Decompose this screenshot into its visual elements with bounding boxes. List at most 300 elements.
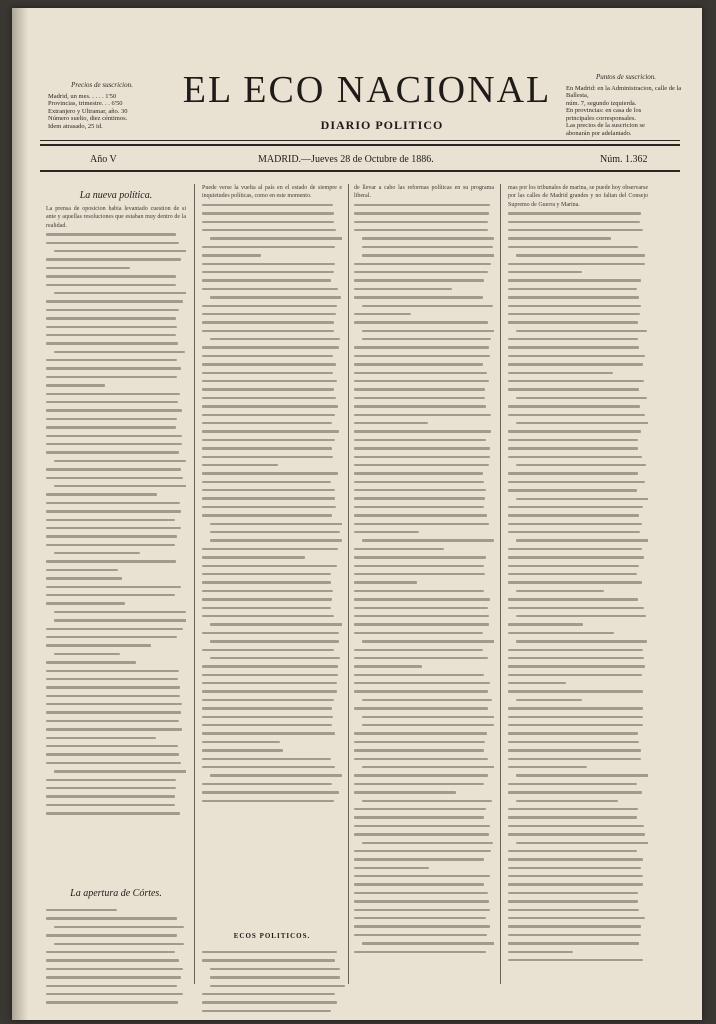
text-line: [202, 998, 342, 1006]
article-title: ECOS POLITICOS.: [233, 932, 311, 940]
text-line: [354, 805, 494, 813]
text-line: [202, 587, 342, 595]
text-line: [354, 486, 494, 494]
text-line: [46, 608, 186, 616]
text-line: [354, 293, 494, 301]
text-line: [46, 524, 186, 532]
text-line: [46, 549, 186, 557]
text-line: [354, 260, 494, 268]
text-line: [508, 713, 648, 721]
text-line: [508, 595, 648, 603]
text-line: [508, 352, 648, 360]
text-line: [508, 243, 648, 251]
text-line: [202, 260, 342, 268]
text-line: [354, 889, 494, 897]
text-line: [508, 948, 648, 956]
text-line: [202, 285, 342, 293]
text-line: [508, 587, 648, 595]
text-line: [508, 486, 648, 494]
text-line: [202, 469, 342, 477]
text-line: [202, 746, 342, 754]
text-line: [46, 314, 186, 322]
text-line: [202, 620, 342, 628]
text-line: [46, 230, 186, 238]
text-line: [354, 763, 494, 771]
text-line: [46, 923, 186, 931]
text-block: [354, 201, 494, 984]
ads-line: principales corresponsales.: [566, 114, 637, 122]
text-line: [508, 394, 648, 402]
text-line: [202, 218, 342, 226]
text-line: [46, 650, 186, 658]
text-line: [508, 830, 648, 838]
text-line: [202, 327, 342, 335]
text-line: [354, 713, 494, 721]
ads-line: En provincias: en casa de los: [566, 107, 642, 114]
text-line: [46, 373, 186, 381]
text-line: [354, 369, 494, 377]
text-line: [354, 872, 494, 880]
subscription-line: Provincias, trimestre. . . 6'50: [48, 100, 123, 107]
text-line: [508, 889, 648, 897]
text-line: [508, 453, 648, 461]
text-line: [508, 788, 648, 796]
text-line: [508, 847, 648, 855]
text-line: [508, 360, 648, 368]
text-line: [46, 990, 186, 998]
text-line: [354, 830, 494, 838]
dateline-rule: [40, 170, 680, 172]
text-line: [354, 494, 494, 502]
text-line: [46, 700, 186, 708]
text-line: [46, 348, 186, 356]
text-line: [354, 528, 494, 536]
text-line: [508, 629, 648, 637]
text-line: [354, 788, 494, 796]
text-line: [202, 352, 342, 360]
article-title: La apertura de Córtes.: [70, 888, 162, 899]
text-block: [46, 906, 186, 1006]
text-line: [508, 511, 648, 519]
text-line: [202, 453, 342, 461]
text-line: [354, 721, 494, 729]
text-line: [508, 654, 648, 662]
text-line: [508, 285, 648, 293]
text-line: [508, 444, 648, 452]
text-line: [46, 599, 186, 607]
text-line: [354, 402, 494, 410]
text-line: [202, 528, 342, 536]
text-line: [354, 595, 494, 603]
text-line: [508, 780, 648, 788]
text-line: [202, 520, 342, 528]
text-line: [46, 566, 186, 574]
text-line: [46, 574, 186, 582]
text-line: [354, 360, 494, 368]
text-line: [202, 780, 342, 788]
subscription-line: Número suelto, diez céntimos.: [48, 115, 128, 122]
text-line: [354, 268, 494, 276]
text-line: [354, 201, 494, 209]
text-line: [202, 427, 342, 435]
text-line: [508, 251, 648, 259]
text-line: [46, 339, 186, 347]
text-line: [202, 394, 342, 402]
text-line: [46, 767, 186, 775]
text-line: [46, 583, 186, 591]
text-line: [202, 419, 342, 427]
text-line: [46, 247, 186, 255]
text-line: [202, 360, 342, 368]
text-line: [202, 494, 342, 502]
text-line: [202, 721, 342, 729]
column-4: [508, 184, 648, 984]
text-line: [354, 427, 494, 435]
ads-line: En Madrid: en la Administracion, calle de la Ballesta,: [566, 84, 682, 99]
text-line: [202, 310, 342, 318]
text-line: [508, 637, 648, 645]
text-line: [354, 755, 494, 763]
text-line: [508, 385, 648, 393]
text-line: [46, 490, 186, 498]
text-line: [354, 335, 494, 343]
text-line: [508, 276, 648, 284]
text-line: [46, 776, 186, 784]
subscription-box: [48, 82, 156, 130]
text-line: [354, 578, 494, 586]
text-line: [354, 880, 494, 888]
text-line: [354, 646, 494, 654]
article-title: La nueva política.: [79, 190, 153, 201]
text-line: [46, 406, 186, 414]
subscription-line: Idem atrasado, 25 id.: [48, 122, 103, 130]
text-line: [354, 847, 494, 855]
text-line: [202, 461, 342, 469]
text-line: [354, 469, 494, 477]
text-line: [354, 343, 494, 351]
text-line: [354, 285, 494, 293]
text-line: [508, 436, 648, 444]
text-line: [508, 293, 648, 301]
text-line: [202, 755, 342, 763]
text-line: [202, 411, 342, 419]
text-line: [46, 759, 186, 767]
text-block: [202, 948, 342, 1014]
text-line: [46, 516, 186, 524]
text-line: [508, 797, 648, 805]
text-line: [46, 742, 186, 750]
issue-number: Núm. 1.362: [600, 154, 648, 165]
text-line: [354, 822, 494, 830]
text-line: [46, 641, 186, 649]
text-line: [354, 662, 494, 670]
text-line: [508, 578, 648, 586]
text-line: [354, 251, 494, 259]
text-line: [202, 302, 342, 310]
volume-label: Año V: [90, 154, 117, 165]
text-line: [508, 327, 648, 335]
ads-line: Las precios de la suscricion se: [566, 122, 645, 129]
text-line: [46, 973, 186, 981]
ads-box: [566, 74, 686, 137]
text-line: [202, 679, 342, 687]
text-line: [508, 218, 648, 226]
text-line: [354, 461, 494, 469]
text-line: [202, 385, 342, 393]
text-line: [202, 788, 342, 796]
text-line: [202, 369, 342, 377]
text-line: [354, 536, 494, 544]
text-line: [508, 427, 648, 435]
text-line: [202, 209, 342, 217]
text-line: [46, 331, 186, 339]
text-line: [508, 721, 648, 729]
text-line: [46, 381, 186, 389]
text-line: [354, 922, 494, 930]
text-line: [508, 679, 648, 687]
text-line: [508, 545, 648, 553]
text-line: [202, 612, 342, 620]
text-line: [202, 973, 342, 981]
text-line: [202, 948, 342, 956]
text-line: [508, 461, 648, 469]
newspaper-page: [12, 8, 702, 1020]
text-line: [354, 545, 494, 553]
ads-line: abonarán por adelantado.: [566, 129, 632, 137]
text-line: [508, 864, 648, 872]
text-line: [46, 482, 186, 490]
text-line: [46, 591, 186, 599]
text-line: [508, 536, 648, 544]
text-line: [46, 658, 186, 666]
text-line: [508, 839, 648, 847]
text-line: [508, 662, 648, 670]
text-line: [354, 511, 494, 519]
text-line: [202, 595, 342, 603]
text-line: [508, 671, 648, 679]
text-line: [46, 390, 186, 398]
column-3: [354, 184, 494, 984]
subscription-line: Extranjero y Ultramar, año. 30: [48, 107, 128, 115]
text-line: [46, 965, 186, 973]
text-line: [354, 377, 494, 385]
text-line: [508, 562, 648, 570]
column-lead-text: de llevar a cabo las reformas políticas en su programa liberal.: [354, 185, 494, 200]
text-line: [202, 562, 342, 570]
text-line: [202, 696, 342, 704]
text-line: [202, 226, 342, 234]
text-line: [46, 448, 186, 456]
text-line: [46, 364, 186, 372]
text-line: [46, 457, 186, 465]
text-line: [202, 797, 342, 805]
text-line: [508, 520, 648, 528]
text-line: [46, 306, 186, 314]
text-line: [46, 499, 186, 507]
text-line: [46, 801, 186, 809]
text-line: [508, 805, 648, 813]
text-line: [202, 687, 342, 695]
text-line: [46, 625, 186, 633]
newspaper-title: EL ECO NACIONAL: [182, 69, 552, 111]
text-line: [508, 822, 648, 830]
text-line: [202, 478, 342, 486]
text-line: [46, 940, 186, 948]
text-line: [508, 771, 648, 779]
text-line: [354, 729, 494, 737]
text-line: [354, 864, 494, 872]
text-line: [508, 738, 648, 746]
text-line: [354, 209, 494, 217]
text-line: [508, 872, 648, 880]
text-line: [46, 734, 186, 742]
text-line: [354, 419, 494, 427]
text-line: [46, 998, 186, 1006]
text-line: [508, 931, 648, 939]
text-line: [46, 675, 186, 683]
text-line: [508, 914, 648, 922]
text-line: [202, 293, 342, 301]
text-line: [202, 503, 342, 511]
text-line: [508, 570, 648, 578]
text-line: [46, 809, 186, 817]
text-line: [46, 633, 186, 641]
text-line: [202, 511, 342, 519]
text-line: [354, 587, 494, 595]
text-line: [202, 771, 342, 779]
text-line: [202, 729, 342, 737]
text-line: [508, 704, 648, 712]
column-divider: [194, 184, 195, 984]
text-line: [508, 813, 648, 821]
text-line: [202, 335, 342, 343]
text-line: [354, 243, 494, 251]
text-line: [508, 855, 648, 863]
text-line: [46, 507, 186, 515]
text-line: [46, 982, 186, 990]
text-line: [46, 415, 186, 423]
text-line: [508, 495, 648, 503]
text-line: [508, 604, 648, 612]
text-line: [46, 557, 186, 565]
text-line: [354, 671, 494, 679]
subscription-line: Madrid, un mes. . . . . 1'50: [48, 92, 117, 100]
text-line: [354, 352, 494, 360]
text-line: [46, 323, 186, 331]
text-line: [354, 612, 494, 620]
text-line: [354, 939, 494, 947]
text-line: [354, 276, 494, 284]
text-line: [46, 717, 186, 725]
text-line: [202, 763, 342, 771]
text-line: [46, 532, 186, 540]
text-line: [202, 662, 342, 670]
text-line: [508, 335, 648, 343]
text-line: [508, 620, 648, 628]
text-line: [508, 612, 648, 620]
text-line: [508, 478, 648, 486]
text-line: [46, 683, 186, 691]
text-line: [354, 914, 494, 922]
text-line: [202, 268, 342, 276]
text-line: [202, 982, 342, 990]
text-line: [354, 520, 494, 528]
text-line: [508, 469, 648, 477]
text-line: [202, 637, 342, 645]
text-line: [354, 654, 494, 662]
text-line: [354, 738, 494, 746]
text-line: [46, 725, 186, 733]
text-line: [202, 654, 342, 662]
text-line: [508, 906, 648, 914]
text-line: [508, 553, 648, 561]
text-line: [508, 729, 648, 737]
text-line: [354, 679, 494, 687]
column-divider: [500, 184, 501, 984]
text-line: [46, 931, 186, 939]
text-line: [46, 255, 186, 263]
text-line: [46, 465, 186, 473]
text-line: [46, 432, 186, 440]
text-line: [354, 696, 494, 704]
text-line: [508, 755, 648, 763]
column-2: [202, 184, 342, 984]
text-line: [508, 260, 648, 268]
text-line: [354, 780, 494, 788]
text-line: [508, 318, 648, 326]
text-line: [46, 914, 186, 922]
text-line: [46, 356, 186, 364]
text-line: [46, 272, 186, 280]
text-line: [508, 343, 648, 351]
text-line: [354, 553, 494, 561]
text-line: [202, 444, 342, 452]
text-line: [46, 541, 186, 549]
text-line: [354, 218, 494, 226]
text-line: [354, 620, 494, 628]
text-line: [202, 402, 342, 410]
text-line: [202, 713, 342, 721]
text-line: [354, 687, 494, 695]
text-line: [46, 264, 186, 272]
text-line: [508, 696, 648, 704]
text-line: [354, 948, 494, 956]
text-line: [46, 423, 186, 431]
text-line: [354, 570, 494, 578]
text-line: [202, 646, 342, 654]
column-lead-text: Puede verse la vuelta al país en el estado de siempre e inquietudes políticas, como en este momento.: [202, 185, 342, 200]
text-line: [508, 503, 648, 511]
text-line: [354, 855, 494, 863]
text-line: [508, 226, 648, 234]
text-line: [354, 478, 494, 486]
text-line: [354, 503, 494, 511]
ads-line: núm. 7, segundo izquierda.: [566, 99, 637, 107]
text-line: [46, 281, 186, 289]
text-line: [354, 226, 494, 234]
text-line: [202, 486, 342, 494]
text-line: [202, 671, 342, 679]
text-line: [46, 474, 186, 482]
text-line: [46, 692, 186, 700]
text-line: [508, 209, 648, 217]
text-line: [202, 536, 342, 544]
text-block: [508, 209, 648, 984]
text-line: [354, 562, 494, 570]
text-line: [202, 570, 342, 578]
text-line: [354, 310, 494, 318]
text-line: [46, 616, 186, 624]
